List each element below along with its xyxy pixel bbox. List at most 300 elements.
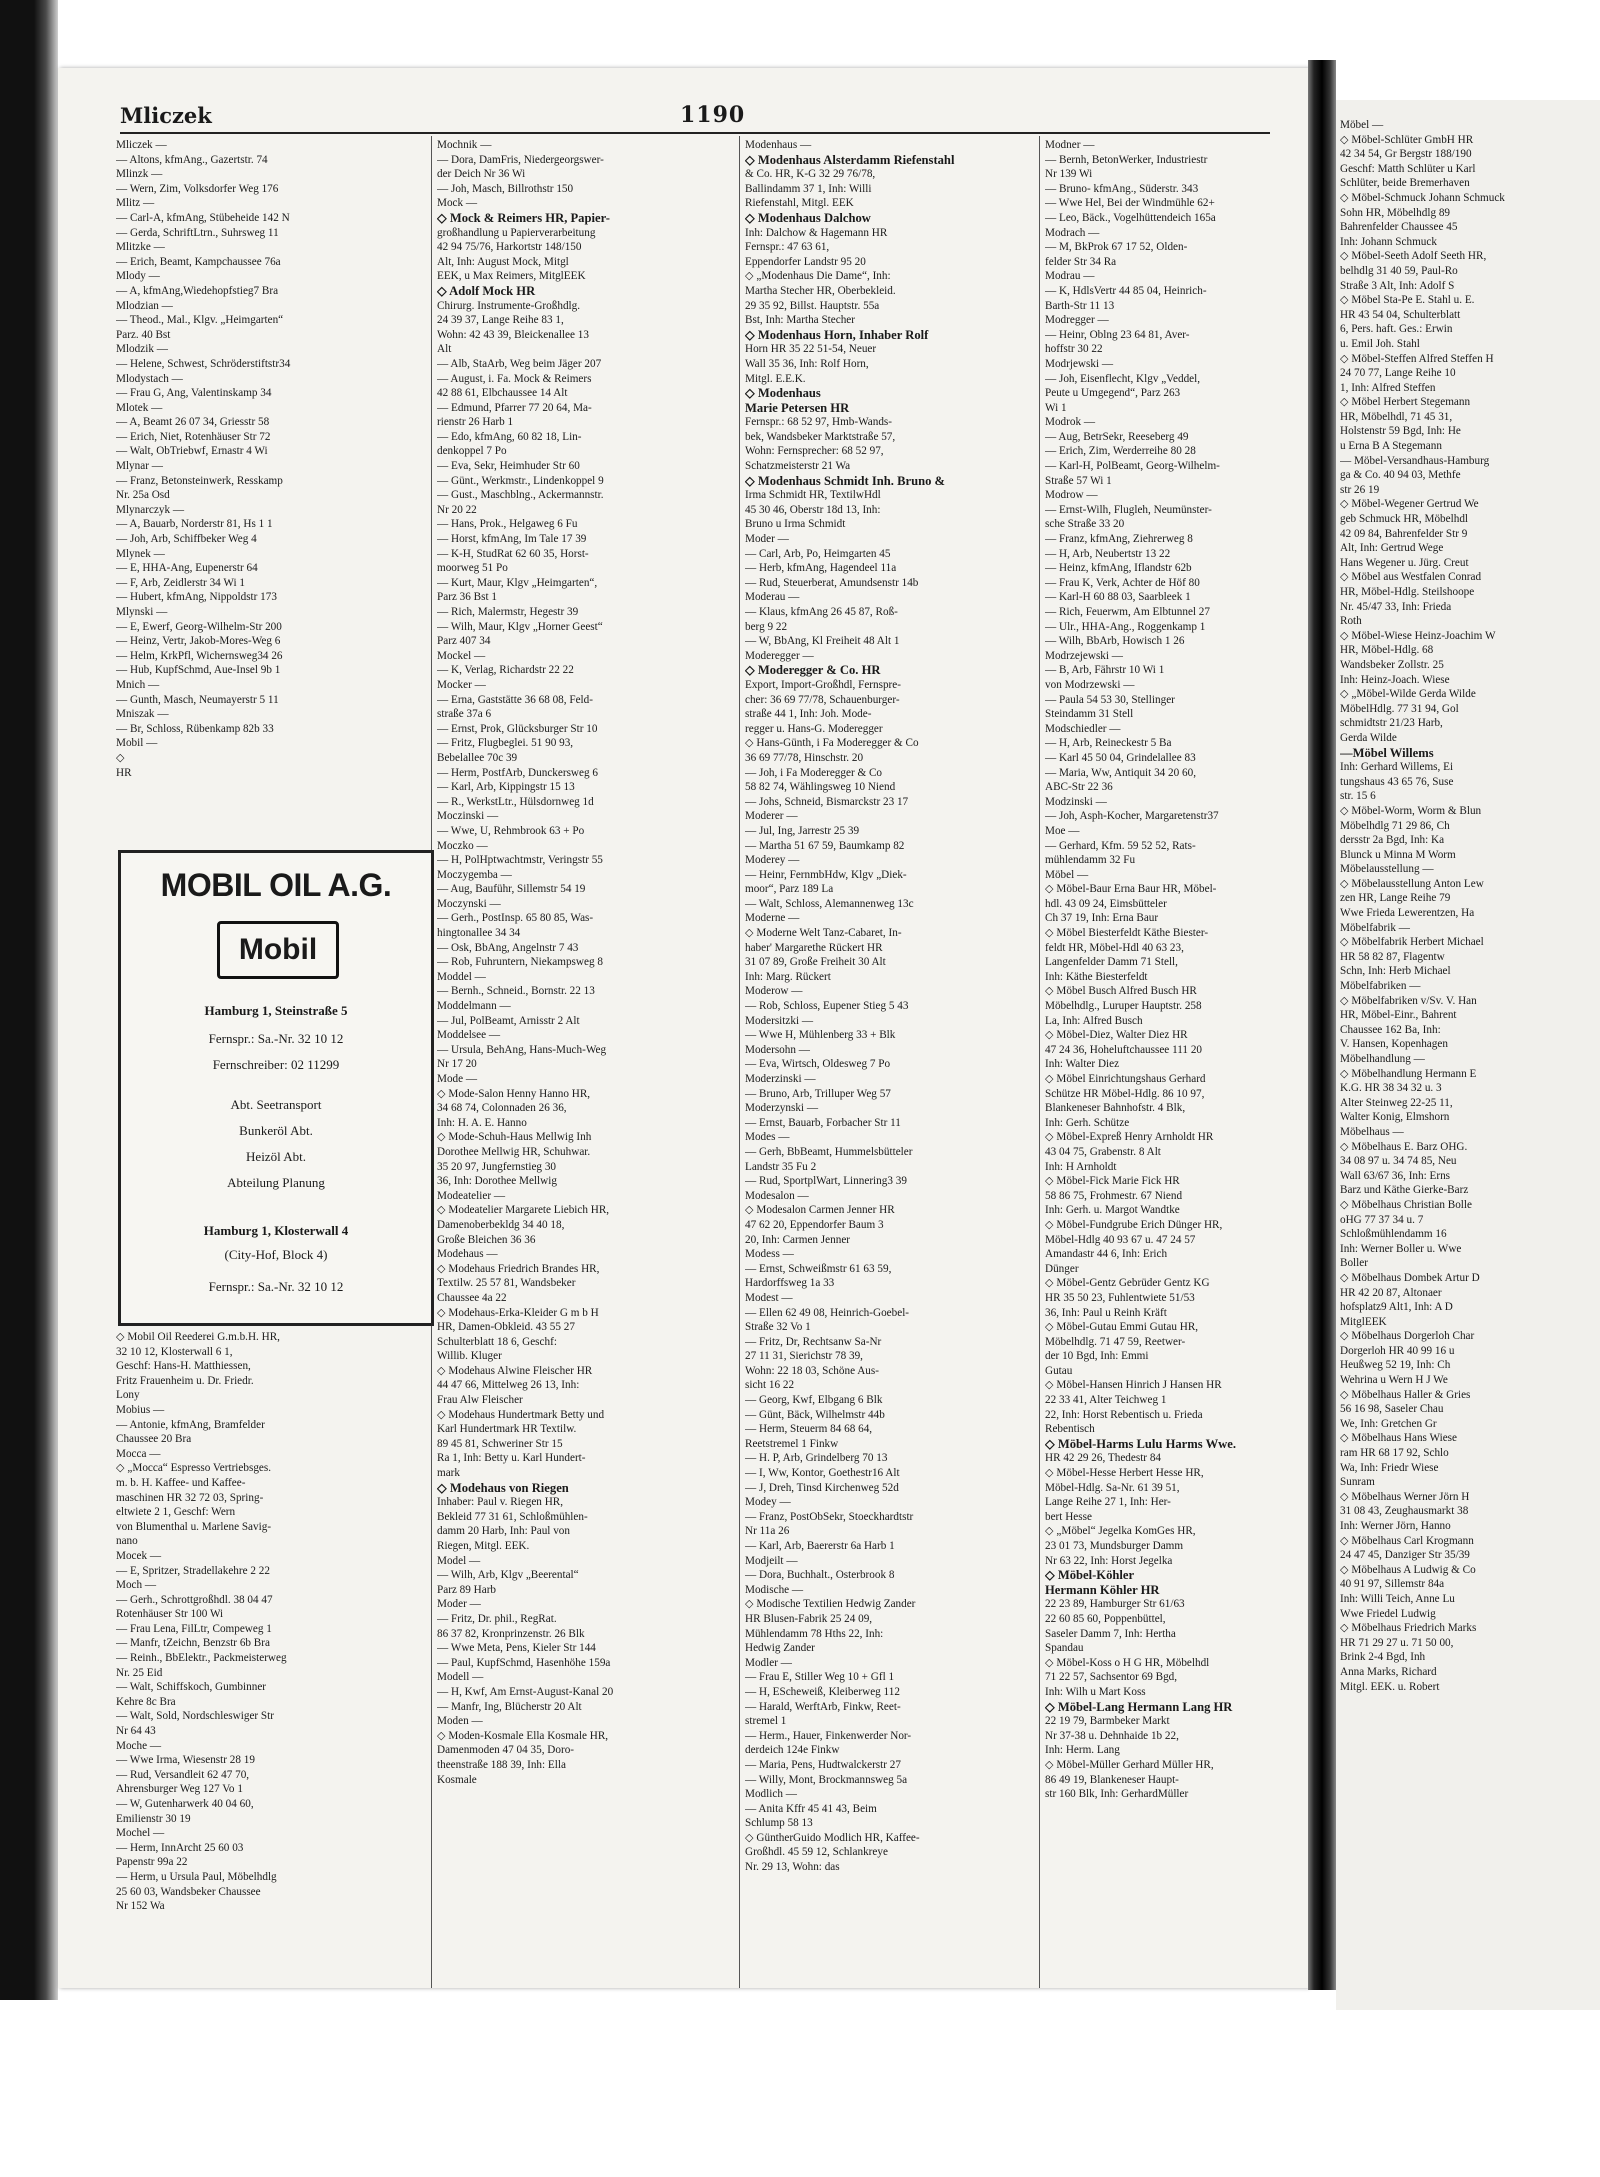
directory-entry-line: — Jul, PolBeamt, Arnisstr 2 Alt [437, 1014, 580, 1027]
directory-entry-line: ◇ Modehaus Friedrich Brandes HR, [437, 1262, 600, 1275]
directory-entry-line: Dünger [1045, 1262, 1079, 1275]
directory-entry-line: Kosmale [437, 1773, 477, 1786]
directory-entry-line: 25 60 03, Wandsbeker Chaussee [116, 1885, 261, 1898]
directory-entry-line: — Martha 51 67 59, Baumkamp 82 [745, 839, 905, 852]
directory-entry-line: Modzinski — [1045, 795, 1107, 808]
directory-entry-line: Hans Wegener u. Jürg. Creut [1340, 556, 1469, 569]
directory-entry-line: — Joh, Eisenflecht, Klgv „Veddel, [1045, 372, 1201, 385]
directory-entry-line: Kehre 8c Bra [116, 1695, 176, 1708]
directory-entry-line: — Herm, Steuerm 84 68 64, [745, 1423, 873, 1436]
directory-entry-line: — Walt, ObTriebwf, Ernastr 4 Wi [116, 445, 268, 458]
directory-entry-line: ◇ Möbelhaus E. Barz OHG. [1340, 1140, 1468, 1153]
directory-entry-line: — Günt, Bäck, Wilhelmstr 44b [745, 1408, 885, 1421]
directory-entry-line: — Carl-A, kfmAng, Stübeheide 142 N [116, 211, 290, 224]
directory-entry-line: 20, Inh: Carmen Jenner [745, 1233, 851, 1246]
directory-entry-line: Modest — [745, 1291, 793, 1304]
directory-entry-line: ◇ „Möbel“ Jegelka KomGes HR, [1045, 1525, 1196, 1538]
directory-entry-line: hingtonallee 34 34 [437, 927, 521, 940]
directory-entry-line: Möbel — [1045, 868, 1089, 881]
directory-entry-line: ◇ Mock & Reimers HR, Papier- [437, 210, 610, 225]
directory-entry-line: Riegen, Mitgl. EEK. [437, 1540, 530, 1552]
directory-entry-line: Peute u Umgegend“, Parz 263 [1045, 387, 1181, 400]
directory-entry-line: ◇ Hans-Günth, i Fa Moderegger & Co [745, 737, 919, 750]
directory-entry-line: denkoppel 7 Po [437, 445, 507, 458]
directory-entry-line: — Ursula, BehAng, Hans-Much-Weg [437, 1043, 607, 1056]
directory-entry-line: — A, Beamt 26 07 34, Griesstr 58 [116, 416, 270, 429]
directory-entry-line: — Fritz, Dr, Rechtsanw Sa-Nr [745, 1335, 882, 1348]
directory-entry-line: — Fritz, Flugbeglei. 51 90 93, [437, 737, 574, 750]
directory-entry-line: — Maria, Ww, Antiquit 34 20 60, [1045, 766, 1197, 779]
directory-entry-line: HR, Möbel-Hdlg. Steilshoope [1340, 586, 1475, 598]
directory-entry-line: Wwe Frieda Lewerentzen, Ha [1340, 907, 1475, 920]
directory-entry-line: — E, HHA-Ang, Eupenerstr 64 [116, 562, 258, 575]
directory-entry-line: — Heinr, FernmbHdw, Klgv „Diek- [745, 868, 907, 881]
directory-entry-line: 24 70 77, Lange Reihe 10 [1340, 367, 1456, 380]
directory-entry-line: — Georg, Kwf, Elbgang 6 Blk [745, 1394, 883, 1407]
directory-entry-line: — Wwe Meta, Pens, Kieler Str 144 [437, 1642, 596, 1655]
directory-entry-line: — I, Ww, Kontor, Goethestr16 Alt [745, 1467, 900, 1480]
directory-entry-line: — Gerhard, Kfm. 59 52 52, Rats- [1045, 839, 1196, 852]
directory-entry-line: ◇ Möbel-Expreß Henry Arnholdt HR [1045, 1131, 1214, 1144]
directory-entry-line: Saseler Damm 7, Inh: Hertha [1045, 1627, 1176, 1640]
directory-entry-line: — Aug, Bauführ, Sillemstr 54 19 [437, 883, 586, 896]
directory-entry-line: HR 43 54 04, Schulterblatt [1340, 308, 1461, 321]
directory-entry-line: rienstr 26 Harb 1 [437, 416, 514, 429]
directory-entry-line: Schn, Inh: Herb Michael [1340, 965, 1451, 978]
directory-entry-line: — A, Bauarb, Norderstr 81, Hs 1 1 [116, 518, 273, 531]
directory-entry-line: Fernspr.: 68 52 97, Hmb-Wands- [745, 416, 893, 429]
directory-entry-line: Inh: Marg. Rückert [745, 970, 831, 983]
directory-entry-line: Steindamm 31 Stell [1045, 708, 1134, 721]
directory-entry-line: str 160 Blk, Inh: GerhardMüller [1045, 1788, 1189, 1801]
directory-entry-line: Chirurg. Instrumente-Großhdlg. [437, 299, 581, 312]
directory-entry-line: Modregger — [1045, 314, 1109, 327]
directory-entry-line: Möbel-Hdlg 40 93 67 u. 47 24 57 [1045, 1233, 1196, 1246]
directory-entry-line: Mocca — [116, 1447, 161, 1460]
directory-entry-line: Nr 64 43 [116, 1725, 156, 1738]
directory-entry-line: 42 34 54, Gr Bergstr 188/190 [1340, 148, 1472, 161]
directory-entry-line: Inh: Käthe Biesterfeldt [1045, 970, 1148, 983]
directory-entry-line: 36, Inh: Paul u Reinh Kräft [1045, 1306, 1167, 1319]
directory-entry-line: 29 35 92, Billst. Hauptstr. 55a [745, 299, 880, 312]
directory-entry-line: — Rob, Fuhruntern, Niekampsweg 8 [437, 956, 603, 969]
directory-entry-line: Frau Alw Fleischer [437, 1394, 523, 1407]
directory-entry-line: Schlüter, beide Bremerhaven [1340, 177, 1470, 190]
directory-entry-line: Modrok — [1045, 416, 1096, 429]
directory-entry-line: Möbelhdlg. 71 47 59, Reetwer- [1045, 1335, 1186, 1348]
directory-entry-line: m. b. H. Kaffee- und Kaffee- [116, 1476, 246, 1489]
directory-entry-line: ram HR 68 17 92, Schlo [1340, 1447, 1449, 1460]
directory-entry-line: — Helm, KrkPfl, Wichernsweg34 26 [116, 649, 283, 662]
directory-entry-line: Moderne — [745, 912, 800, 925]
directory-entry-line: — Bernh, BetonWerker, Industriestr [1045, 153, 1208, 166]
directory-entry-line: Wohn: 22 18 03, Schöne Aus- [745, 1364, 879, 1377]
ad-line: Fernspr.: Sa.-Nr. 32 10 12 [208, 1279, 344, 1294]
directory-entry-line: — Joh, i Fa Moderegger & Co [745, 766, 883, 779]
directory-entry-line: — Herm, u Ursula Paul, Möbelhdlg [116, 1870, 277, 1883]
directory-entry-line: Chaussee 20 Bra [116, 1433, 192, 1446]
directory-entry-line: ◇ Möbel-Wegener Gertrud We [1340, 498, 1479, 511]
directory-entry-line: ◇ Modische Textilien Hedwig Zander [745, 1598, 916, 1611]
directory-entry-line: Mlinzk — [116, 168, 163, 181]
directory-entry-line: Walter Konig, Elmshorn [1340, 1111, 1450, 1124]
directory-entry-line: — Heinr, Oblng 23 64 81, Aver- [1045, 328, 1190, 341]
directory-entry-line: ◇ Möbel aus Westfalen Conrad [1340, 571, 1482, 584]
directory-entry-line: Bekleid 77 31 61, Schloßmühlen- [437, 1510, 588, 1523]
directory-entry-line: Parz 407 34 [437, 635, 491, 648]
directory-entry-line: ◇ Möbel Herbert Stegemann [1340, 396, 1471, 409]
directory-entry-line: — Eva, Sekr, Heimhuder Str 60 [437, 460, 580, 473]
directory-entry-line: ◇ Möbel-Fundgrube Erich Dünger HR, [1045, 1218, 1223, 1231]
directory-entry-line: — Herm., Hauer, Finkenwerder Nor- [745, 1729, 912, 1742]
directory-entry-line: hoffstr 30 22 [1045, 343, 1103, 356]
directory-entry-line: ◇ Möbelhandlung Hermann E [1340, 1067, 1477, 1080]
directory-entry-line: Mlodystach — [116, 372, 183, 385]
directory-entry-line: ◇ Mobil Oil Reederei G.m.b.H. HR, [116, 1331, 280, 1343]
directory-entry-line: Inh: Walter Diez [1045, 1058, 1120, 1071]
directory-entry-line: — Heinz, Vertr, Jakob-Mores-Weg 6 [116, 635, 281, 648]
directory-entry-line: Modersohn — [745, 1043, 810, 1056]
directory-entry-line: Blankeneser Bahnhofstr. 4 Blk, [1045, 1102, 1186, 1115]
directory-entry-line: Inh: Gerhard Willems, Ei [1340, 761, 1454, 774]
directory-entry-line: — Edo, kfmAng, 60 82 18, Lin- [437, 430, 582, 443]
directory-entry-line: Bruno u Irma Schmidt [745, 518, 846, 531]
directory-entry-line: ◇ Möbel Sta-Pe E. Stahl u. E. [1340, 294, 1475, 307]
directory-entry-line: — W, BbAng, Kl Freiheit 48 Alt 1 [745, 635, 900, 648]
directory-entry-line: sicht 16 22 [745, 1379, 795, 1392]
directory-entry-line: Textilw. 25 57 81, Wandsbeker [437, 1277, 576, 1290]
directory-entry-line: Wi 1 [1045, 401, 1067, 414]
directory-entry-line: — Gerh., Schrottgroßhdl. 38 04 47 [116, 1593, 273, 1606]
directory-entry-line: HR Blusen-Fabrik 25 24 09, [745, 1612, 873, 1625]
directory-entry-line: ◇ Möbelhaus A Ludwig & Co [1340, 1563, 1476, 1576]
directory-entry-line: Großhdl. 45 59 12, Schlankreye [745, 1846, 888, 1859]
directory-entry-line: — Rud, SportplWart, Linnering3 39 [745, 1175, 907, 1188]
directory-entry-line: — Wwe H, Mühlenberg 33 + Blk [745, 1029, 896, 1042]
directory-entry-line: Rebentisch [1045, 1423, 1095, 1436]
directory-entry-line: 35 20 97, Jungfernstieg 30 [437, 1160, 557, 1173]
directory-entry-line: Moder — [745, 533, 789, 546]
directory-entry-line: — Antonie, kfmAng, Bramfelder [116, 1418, 265, 1431]
directory-entry-line: Mobius — [116, 1403, 165, 1416]
directory-entry-line: Möbelhandlung — [1340, 1053, 1425, 1065]
directory-entry-line: — Franz, kfmAng, Ziehrerweg 8 [1045, 533, 1193, 546]
directory-entry-line: — Karl-H, PolBeamt, Georg-Wilhelm- [1045, 460, 1220, 473]
directory-entry-line: — Ernst, Bauarb, Forbacher Str 11 [745, 1116, 901, 1129]
directory-entry-line: Moden — [437, 1715, 483, 1728]
ad-line: Fernschreiber: 02 11299 [212, 1057, 340, 1072]
directory-entry-line: Moddelsee — [437, 1029, 501, 1042]
directory-entry-line: ◇ Möbel Busch Alfred Busch HR [1045, 985, 1197, 998]
directory-entry-line: Inh: H. A. E. Hanno [437, 1116, 527, 1129]
directory-entry-line: 22 23 89, Hamburger Str 61/63 [1045, 1598, 1185, 1611]
directory-entry-line: 40 91 97, Sillemstr 84a [1340, 1578, 1445, 1591]
directory-entry-line: HR, Möbel-Hdlg. 68 [1340, 644, 1434, 657]
directory-entry-line: — Paula 54 53 30, Stellinger [1045, 693, 1175, 706]
directory-entry-line: ◇ Möbel Einrichtungshaus Gerhard [1045, 1073, 1206, 1085]
directory-entry-line: Straße 3 Alt, Inh: Adolf S [1340, 279, 1455, 292]
directory-entry-line: — Manfr, tZeichn, Benzstr 6b Bra [116, 1637, 270, 1650]
directory-entry-line: Modner — [1045, 139, 1095, 151]
directory-entry-line: haber' Margarethe Rückert HR [745, 941, 883, 954]
directory-entry-line: — Wwe, U, Rehmbrook 63 + Po [437, 824, 585, 837]
directory-entry-line: der Deich Nr 36 Wi [437, 168, 526, 181]
directory-entry-line: — Wwe Irma, Wiesenstr 28 19 [116, 1754, 255, 1767]
directory-entry-line: — H, Kwf, Am Ernst-August-Kanal 20 [437, 1685, 614, 1698]
directory-entry-line: — Fritz, Dr. phil., RegRat. [437, 1612, 557, 1625]
directory-entry-line: Schloßmühlendamm 16 [1340, 1228, 1447, 1241]
directory-entry-line: straße 37a 6 [437, 708, 492, 721]
directory-entry-line: — Heinz, kfmAng, Iflandstr 62b [1045, 562, 1192, 575]
left-page-edge [0, 0, 58, 2000]
directory-entry-line: ◇ Mode-Salon Henny Hanno HR, [437, 1087, 591, 1100]
directory-entry-line: Gerda Wilde [1340, 731, 1397, 744]
directory-entry-line: cher: 36 69 77/78, Schauenburger- [745, 693, 900, 706]
directory-entry-line: — Willy, Mont, Brockmannsweg 5a [745, 1773, 908, 1786]
directory-entry-line: Spandau [1045, 1642, 1084, 1655]
directory-entry-line: — Ulr., HHA-Ang., Roggenkamp 1 [1045, 620, 1206, 633]
directory-entry-line: moorweg 51 Po [437, 562, 508, 575]
directory-entry-line: — Rob, Schloss, Eupener Stieg 5 43 [745, 1000, 909, 1013]
directory-entry-line: Inhaber: Paul v. Riegen HR, [437, 1496, 564, 1509]
ad-line: Abt. Seetransport [230, 1097, 322, 1112]
directory-entry-line: Chaussee 4a 22 [437, 1291, 507, 1304]
directory-entry-line: Irma Schmidt HR, TextilwHdl [745, 489, 881, 502]
directory-entry-line: Modlich — [745, 1788, 797, 1801]
directory-entry-line: ◇ Modenhaus Schmidt Inh. Bruno & [745, 473, 946, 488]
directory-entry-line: Mitgl. E.E.K. [745, 372, 806, 385]
directory-entry-line: Geschf: Hans-H. Matthiessen, [116, 1360, 251, 1373]
directory-entry-line: oHG 77 37 34 u. 7 [1340, 1213, 1424, 1226]
directory-entry-line: ◇ „Mocca“ Espresso Vertriebsges. [116, 1462, 272, 1475]
directory-entry-line: 6, Pers. haft. Ges.: Erwin [1340, 323, 1453, 336]
directory-entry-line: Nr. 25a Osd [116, 489, 170, 502]
directory-entry-line: HR, Damen-Obkleid. 43 55 27 [437, 1321, 575, 1334]
directory-entry-line: Parz. 40 Bst [116, 328, 171, 341]
directory-entry-line: Inh: Johann Schmuck [1340, 235, 1437, 248]
directory-entry-line: Nr 37-38 u. Dehnhaide 1b 22, [1045, 1729, 1179, 1742]
ad-line: Hamburg 1, Klosterwall 4 [203, 1223, 349, 1238]
directory-entry-line: — Rich, Malermstr, Hegestr 39 [437, 606, 579, 618]
ad-line: (City-Hof, Block 4) [224, 1247, 328, 1262]
directory-entry-line: Sohn HR, Möbelhdlg 89 [1340, 206, 1451, 219]
directory-entry-line: ◇ Möbel Biesterfeldt Käthe Biester- [1045, 927, 1209, 940]
directory-entry-line: — Leo, Bäck., Vogelhüttendeich 165a [1045, 211, 1216, 224]
directory-entry-line: Mocek — [116, 1549, 162, 1562]
directory-entry-line: ◇ Möbel-Diez, Walter Diez HR [1045, 1029, 1188, 1042]
directory-entry-line: Modes — [745, 1131, 790, 1144]
directory-entry-line: ◇ Moderne Welt Tanz-Cabaret, In- [745, 927, 902, 940]
directory-entry-line: Reetstremel 1 Finkw [745, 1437, 839, 1450]
directory-entry-line: — Joh, Masch, Billrothstr 150 [437, 182, 574, 195]
directory-entry-line: Boller [1340, 1257, 1368, 1270]
column-3 [745, 138, 1013, 1875]
directory-entry-line: — Möbel-Versandhaus-Hamburg [1340, 454, 1490, 467]
directory-entry-line: Gutau [1045, 1364, 1073, 1377]
directory-entry-line: — Herm, InnArcht 25 60 03 [116, 1841, 244, 1854]
directory-entry-line: — Dora, DamFris, Niedergeorgswer- [437, 153, 604, 166]
directory-entry-line: Willib. Kluger [437, 1350, 502, 1363]
directory-entry-line: Nr 20 22 [437, 503, 477, 516]
directory-entry-line: 45 30 46, Oberstr 18d 13, Inh: [745, 503, 881, 516]
directory-entry-line: Modehaus — [437, 1248, 498, 1261]
directory-entry-line: 36 69 77/78, Hinschstr. 20 [745, 751, 864, 764]
directory-entry-line: Moe — [1045, 824, 1080, 837]
directory-entry-line: 89 45 81, Schweriner Str 15 [437, 1437, 563, 1450]
directory-entry-line: — Rud, Steuerberat, Amundsenstr 14b [745, 576, 919, 589]
directory-entry-line: ◇ Möbelhaus Carl Krogmann [1340, 1534, 1474, 1547]
page-number: 1190 [680, 102, 746, 128]
directory-entry-line: hofsplatz9 Alt1, Inh: A D [1340, 1301, 1453, 1314]
directory-entry-line: ◇ Möbelhaus Werner Jörn H [1340, 1490, 1470, 1503]
directory-entry-line: ◇ Modeatelier Margarete Liebich HR, [437, 1204, 610, 1217]
directory-entry-line: Hedwig Zander [745, 1642, 815, 1655]
directory-entry-line: großhandlung u Papierverarbeitung [437, 226, 596, 239]
directory-entry-line: Parz 89 Harb [437, 1583, 497, 1596]
directory-entry-line: — Helene, Schwest, Schröderstiftstr34 [116, 357, 291, 370]
mobil-oil-advertisement [118, 850, 434, 1326]
directory-entry-line: 71 22 57, Sachsentor 69 Bgd, [1045, 1671, 1178, 1684]
directory-entry-line: ga & Co. 40 94 03, Methfe [1340, 469, 1461, 482]
directory-entry-line: 34 08 97 u. 34 74 85, Neu [1340, 1155, 1457, 1168]
directory-entry-line: — Franz, Betonsteinwerk, Resskamp [116, 474, 283, 487]
directory-entry-line: — Gerda, SchriftLtrn., Suhrsweg 11 [116, 226, 279, 239]
directory-entry-line: ◇ Möbelfabrik Herbert Michael [1340, 936, 1484, 949]
directory-entry-line: — Wilh, Arb, Klgv „Beerental“ [437, 1569, 579, 1582]
directory-entry-line: Parz 36 Bst 1 [437, 591, 497, 604]
directory-entry-line: Mliczek — [116, 139, 167, 151]
directory-entry-line: Inh: Werner Jörn, Hanno [1340, 1520, 1451, 1532]
directory-entry-line: Inh: Heinz-Joach. Wiese [1340, 673, 1450, 686]
directory-entry-line: Modenhaus — [745, 139, 812, 151]
directory-entry-line: ◇ Möbel-Gutau Emmi Gutau HR, [1045, 1321, 1199, 1334]
directory-entry-line: — Gunth, Masch, Neumayerstr 5 11 [116, 693, 279, 706]
directory-entry-line: — K-H, StudRat 62 60 35, Horst- [437, 547, 589, 560]
directory-entry-line: Nr. 29 13, Wohn: das [745, 1861, 840, 1874]
running-head: Mliczek [120, 103, 212, 128]
directory-entry-line: — Walt, Sold, Nordschleswiger Str [116, 1710, 274, 1723]
directory-entry-line: — Herm, PostfArb, Dunckersweg 6 [437, 766, 598, 779]
directory-entry-line: Eppendorfer Landstr 95 20 [745, 255, 866, 268]
directory-entry-line: — Gerh, BbBeamt, Hummelsbütteler [745, 1145, 913, 1158]
directory-entry-line: Inh: Wilh u Mart Koss [1045, 1685, 1146, 1698]
directory-entry-line: ◇ [116, 751, 125, 764]
directory-entry-line: 43 04 75, Grabenstr. 8 Alt [1045, 1145, 1161, 1158]
directory-entry-line: Martha Stecher HR, Oberbekleid. [745, 284, 896, 297]
directory-entry-line: feldt HR, Möbel-Hdl 40 63 23, [1045, 941, 1184, 954]
directory-entry-line: — Bernh., Schneid., Bornstr. 22 13 [437, 985, 595, 998]
directory-entry-line: ◇ Möbelhaus Haller & Gries [1340, 1388, 1471, 1401]
directory-entry-line: Nr 11a 26 [745, 1525, 790, 1538]
directory-entry-line: Ballindamm 37 1, Inh: Willi [745, 182, 872, 195]
directory-entry-line: Mitgl. EEK. u. Robert [1340, 1680, 1440, 1693]
directory-entry-line: felder Str 34 Ra [1045, 255, 1117, 268]
directory-entry-line: — Kurt, Maur, Klgv „Heimgarten“, [437, 576, 598, 589]
column-1-continued [116, 1330, 384, 1914]
directory-entry-line: Brink 2-4 Bgd, Inh [1340, 1651, 1426, 1664]
directory-entry-line: Modess — [745, 1248, 794, 1261]
directory-entry-line: 22 19 79, Barmbeker Markt [1045, 1715, 1170, 1728]
directory-entry-line: — Gerh., PostInsp. 65 80 85, Was- [437, 912, 594, 925]
directory-entry-line: Moczko — [437, 839, 488, 852]
directory-entry-line: Modschiedler — [1045, 722, 1121, 735]
directory-entry-line: — Karl 45 50 04, Grindelallee 83 [1045, 751, 1196, 764]
directory-entry-line: Moderegger — [745, 649, 814, 662]
directory-entry-line: — Theod., Mal., Klgv. „Heimgarten“ [116, 314, 284, 327]
directory-entry-line: Möbelfabrik — [1340, 921, 1410, 934]
directory-entry-line: Moderey — [745, 854, 800, 867]
directory-entry-line: Modrau — [1045, 270, 1095, 283]
directory-entry-line: ◇ Möbelhaus Dorgerloh Char [1340, 1330, 1475, 1343]
directory-entry-line: ◇ Möbelhaus Friedrich Marks [1340, 1622, 1477, 1635]
directory-entry-line: zen HR, Lange Reihe 79 [1340, 892, 1451, 905]
directory-entry-line: Wohn: Fernsprecher: 68 52 97, [745, 445, 884, 458]
directory-entry-line: Moche — [116, 1739, 162, 1752]
directory-entry-line: Landstr 35 Fu 2 [745, 1160, 817, 1173]
directory-entry-line: ◇ Moderegger & Co. HR [745, 663, 881, 678]
directory-entry-line: Amandastr 44 6, Inh: Erich [1045, 1248, 1168, 1261]
directory-entry-line: Hardorffsweg 1a 33 [745, 1277, 835, 1290]
directory-entry-line: — K, Verlag, Richardstr 22 22 [437, 664, 574, 677]
directory-entry-line: Modeatelier — [437, 1189, 506, 1202]
directory-entry-line: Möbel — [1340, 119, 1384, 131]
directory-entry-line: MitglEEK [1340, 1315, 1387, 1328]
directory-entry-line: von Blumenthal u. Marlene Savig- [116, 1520, 272, 1533]
directory-entry-line: — Eva, Wirtsch, Oldesweg 7 Po [745, 1058, 891, 1071]
directory-entry-line: Modrzejewski — [1045, 649, 1123, 662]
directory-entry-line: Möbelhdlg 71 29 86, Ch [1340, 819, 1450, 832]
directory-entry-line: Inh: Werner Boller u. Wwe [1340, 1242, 1462, 1255]
directory-entry-line: ◇ GüntherGuido Modlich HR, Kaffee- [745, 1831, 920, 1844]
directory-entry-line: Modjeilt — [745, 1554, 798, 1567]
directory-entry-line: Moder — [437, 1598, 481, 1611]
directory-entry-line: 42 09 84, Bahrenfelder Str 9 [1340, 527, 1468, 540]
directory-entry-line: ◇ Möbel-Baur Erna Baur HR, Möbel- [1045, 883, 1217, 896]
directory-entry-line: Modell — [437, 1671, 484, 1684]
directory-entry-line: ◇ Möbel-Schmuck Johann Schmuck [1340, 191, 1505, 204]
directory-entry-line: — Bruno, Arb, Trilluper Weg 57 [745, 1087, 891, 1100]
directory-entry-line: Mochel — [116, 1827, 165, 1840]
directory-entry-line: — Harald, WerftArb, Finkw, Reet- [745, 1700, 901, 1713]
directory-entry-line: mühlendamm 32 Fu [1045, 854, 1136, 867]
directory-entry-line: Mock — [437, 197, 478, 210]
column-2 [437, 138, 705, 1787]
directory-entry-line: Holstenstr 59 Bgd, Inh: He [1340, 425, 1461, 438]
directory-entry-line: — W, Gutenharwerk 40 04 60, [116, 1798, 254, 1810]
directory-entry-line: — A, kfmAng,Wiedehopfstieg7 Bra [116, 284, 279, 297]
directory-entry-line: Moderau — [745, 591, 800, 604]
directory-entry-line: HR 35 50 23, Fuhlentwiete 51/53 [1045, 1291, 1195, 1304]
directory-entry-line: sche Straße 33 20 [1045, 518, 1125, 531]
directory-entry-line: Mockel — [437, 649, 486, 662]
directory-entry-line: u. Emil Joh. Stahl [1340, 337, 1420, 350]
directory-entry-line: — Erna, Gaststätte 36 68 08, Feld- [437, 693, 593, 706]
directory-entry-line: — Bruno- kfmAng., Süderstr. 343 [1045, 182, 1199, 195]
directory-entry-line: Nr 152 Wa [116, 1900, 165, 1913]
directory-entry-line: Mlynski — [116, 606, 168, 618]
directory-entry-line: stremel 1 [745, 1715, 787, 1728]
directory-entry-line: 47 62 20, Eppendorfer Baum 3 [745, 1218, 884, 1231]
directory-entry-line: — E, Spritzer, Stradellakehre 2 22 [116, 1564, 270, 1577]
directory-entry-line: ◇ Adolf Mock HR [437, 283, 536, 298]
directory-entry-line: 42 94 75/76, Harkortstr 148/150 [437, 241, 582, 254]
ad-line: Bunkeröl Abt. [239, 1123, 313, 1138]
directory-entry-line: — H, PolHptwachtmstr, Veringstr 55 [437, 854, 603, 867]
directory-entry-line: Lange Reihe 27 1, Inh: Her- [1045, 1496, 1171, 1509]
directory-entry-line: — Carl, Arb, Po, Heimgarten 45 [745, 547, 891, 560]
ad-line: Abteilung Planung [227, 1175, 325, 1190]
directory-entry-line: bert Hesse [1045, 1510, 1092, 1523]
